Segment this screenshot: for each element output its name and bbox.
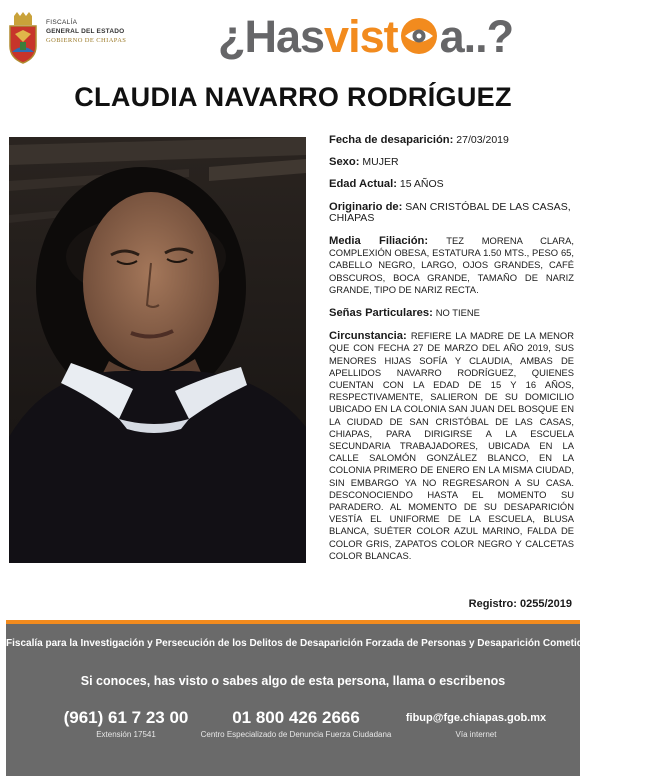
origen-label: Originario de:: [329, 200, 403, 213]
sexo-value: MUJER: [362, 156, 399, 169]
circunstancia-label: Circunstancia:: [329, 330, 407, 343]
filiacion-value: TEZ MORENA CLARA, COMPLEXIÓN OBESA, ESTATURA 1.50 MTS., PESO 65, CABELLO NEGRO, LARGO, OJOS GRANDES, CAFÉ OBSCUROS, BOCA GRANDE, TAMAÑO DE NARIZ GRANDE, TIPO DE NARIZ RECTA.: [329, 235, 574, 295]
header: [0, 0, 586, 80]
detail-filiacion: [329, 235, 574, 296]
footer: [6, 620, 667, 776]
sexo-label: Sexo:: [329, 156, 360, 169]
detail-circunstancia: [329, 330, 574, 562]
contact-email: [396, 708, 556, 739]
detail-edad: [329, 179, 574, 190]
brand-mid: vist: [324, 11, 398, 62]
phone-1-link[interactable]: (961) 61 7 23 00: [63, 708, 189, 727]
person-name: CLAUDIA NAVARRO RODRÍGUEZ: [74, 82, 512, 112]
fiscalia-name: Fiscalía para la Investigación y Persecución de los Delitos de Desaparición Forzada de Personas y Desaparición Cometida por Particulares: [6, 638, 667, 649]
agency-name: [46, 18, 126, 45]
detail-sexo: [329, 157, 574, 168]
chiapas-coat-of-arms-icon: [6, 12, 40, 64]
phone-1-extension: Extensión 17541: [96, 730, 156, 739]
fecha-value: 27/03/2019: [456, 134, 509, 146]
email-link[interactable]: fibup@fge.chiapas.gob.mx: [405, 712, 547, 724]
edad-label: Edad Actual:: [329, 178, 397, 191]
origen-value: SAN CRISTÓBAL DE LAS CASAS, CHIAPAS: [329, 200, 571, 224]
person-photo-illustration: [9, 137, 306, 563]
email-description: Vía internet: [455, 730, 497, 739]
registro-number: Registro: 0255/2019: [468, 598, 572, 610]
agency-line-3: GOBIERNO DE CHIAPAS: [46, 37, 127, 44]
circunstancia-value: REFIERE LA MADRE DE LA MENOR QUE CON FECHA 27 DE MARZO DEL AÑO 2019, SUS MENORES HIJAS SOFÍA Y CLAUDIA, AMBAS DE APELLIDOS NAVARRO RODRÍGUEZ, QUIENES CUENTAN CON LA EDAD DE 15 Y 16 AÑOS, RESPECTIVAMENTE, SALIERON DE SU DOMICILIO UBICADO EN LA COLONIA SAN JUAN DEL BOSQUE EN LA CIUDAD DE SAN CRISTÓBAL DE LAS CASAS, CHIAPAS, PARA DIRIGIRSE A LA ESCUELA SECUNDARIA TRABAJADORES, UBICADA EN LA CALLE SALOMÓN GONZÁLEZ BLANCO, EN LA COLONIA PRIMERO DE ENERO EN LA MISMA CIUDAD, SIN EMBARGO YA NO REGRESARON A SU CASA. DESCONOCIENDO HASTA EL MOMENTO SU PARADERO. AL MOMENTO DE SU DESAPARICIÓN VESTÍA EL UNIFORME DE LA ESCUELA, BLUSA BLANCA, SUÉTER COLOR AZUL MARINO, FALDA DE COLOR GRIS, ZAPATOS COLOR NEGRO Y CALCETAS COLOR BLANCAS.: [329, 330, 574, 561]
detail-senas: [329, 307, 574, 319]
phone-2-description: Centro Especializado de Denuncia Fuerza Ciudadana: [200, 730, 392, 739]
person-details: [329, 135, 574, 573]
edad-value: 15 AÑOS: [399, 178, 444, 191]
person-photo: [9, 137, 306, 563]
agency-line-1: FISCALÍA: [46, 19, 78, 26]
eye-icon: [399, 16, 439, 56]
detail-origen: [329, 202, 574, 224]
brand-suffix: a..?: [439, 11, 514, 62]
contact-phone-1: [46, 708, 206, 739]
contact-phone-2: [196, 708, 396, 739]
filiacion-label: Media Filiación:: [329, 235, 429, 248]
senas-label: Señas Particulares:: [329, 307, 433, 320]
contact-callout: Si conoces, has visto o sabes algo de esta persona, llama o escribenos: [80, 674, 506, 688]
agency-line-2: GENERAL DEL ESTADO: [46, 28, 125, 35]
contacts: [6, 708, 580, 758]
senas-value: NO TIENE: [435, 307, 480, 319]
phone-2-link[interactable]: 01 800 426 2666: [232, 708, 360, 727]
fecha-label: Fecha de desaparición:: [329, 134, 454, 146]
campaign-logo: [218, 10, 513, 64]
brand-prefix: ¿Has: [218, 11, 325, 62]
detail-fecha: [329, 135, 574, 146]
